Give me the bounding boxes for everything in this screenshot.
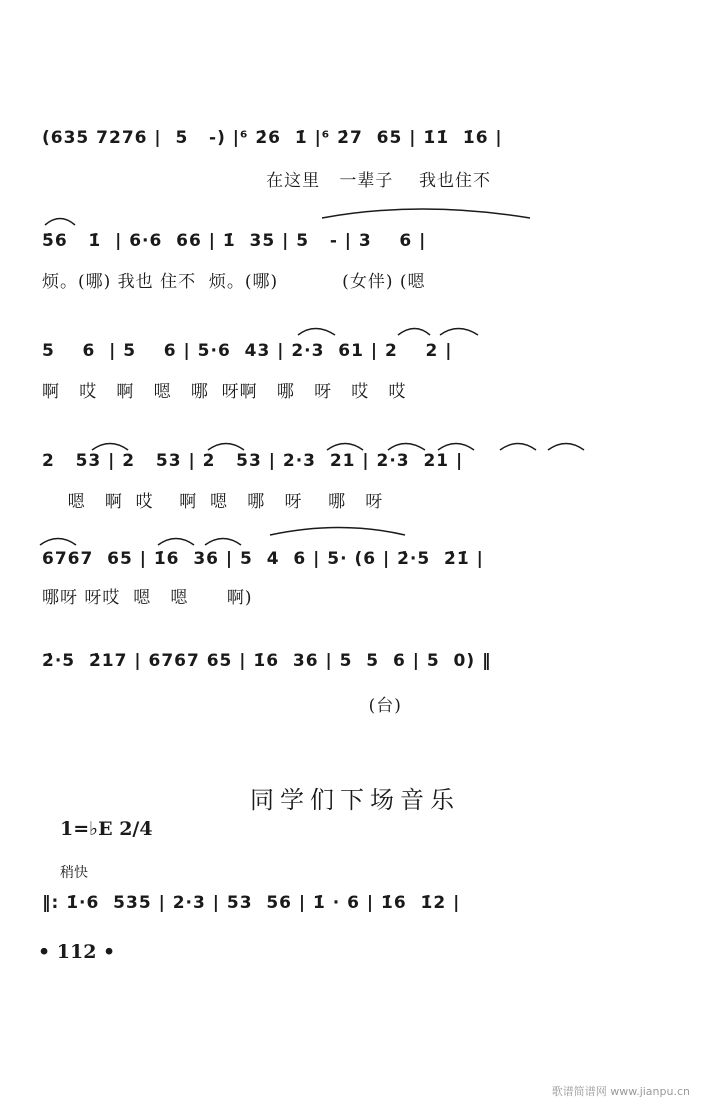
page-number: • 112 • bbox=[38, 941, 116, 963]
staff-lyrics: 在这里 一辈子 我也住不 bbox=[42, 171, 491, 191]
staff-lyrics: 烦。(哪) 我也 住不 烦。(哪) (女伴) (嗯 bbox=[42, 272, 426, 292]
staff-lyrics: 哪呀 呀哎 嗯 嗯 啊) bbox=[42, 588, 253, 608]
section-title: 同学们下场音乐 bbox=[250, 786, 460, 814]
staff-notes: 6767 65 | 1̇6 36 | 5 4 6 | 5· (6 | 2̇·5 2̇1̇ | bbox=[42, 549, 484, 569]
staff-lyrics: 啊 哎 啊 嗯 哪 呀啊 哪 呀 哎 哎 bbox=[42, 382, 407, 402]
staff-notes: 2 53 | 2 53 | 2 53 | 2·3 21 | 2·3 21 | bbox=[42, 451, 464, 471]
staff-notes: 5 6 | 5 6 | 5·6 43 | 2·3 61 | 2 2 | bbox=[42, 341, 453, 361]
key-signature: 1=♭E 2/4 bbox=[60, 818, 153, 840]
watermark: 歌谱简谱网 www.jianpu.cn bbox=[551, 1085, 690, 1098]
staff-notes: (635 7276 | 5 -) |⁶ 2̇6 1̇ |⁶ 2̇7 65 | 1̇1̇ 1̇6 | bbox=[42, 128, 503, 148]
staff-lyrics: 嗯 啊 哎 啊 嗯 哪 呀 哪 呀 bbox=[42, 492, 384, 512]
staff-notes: 2̇·5 2̇17 | 6767 65 | 1̇6 36 | 5 5 6 | 5 0) ‖ bbox=[42, 651, 492, 671]
staff-notes: 5̇6 1̇ | 6·6 66 | 1̇ 35 | 5 - | 3 6 | bbox=[42, 231, 427, 251]
tempo-marking: 稍快 bbox=[60, 865, 88, 881]
staff-lyrics: (台) bbox=[42, 696, 402, 716]
staff-7-notes: ‖: 1̇·6 535 | 2·3 | 53 56 | 1̇ · 6 | 1̇6 1̇2 | bbox=[42, 893, 461, 913]
